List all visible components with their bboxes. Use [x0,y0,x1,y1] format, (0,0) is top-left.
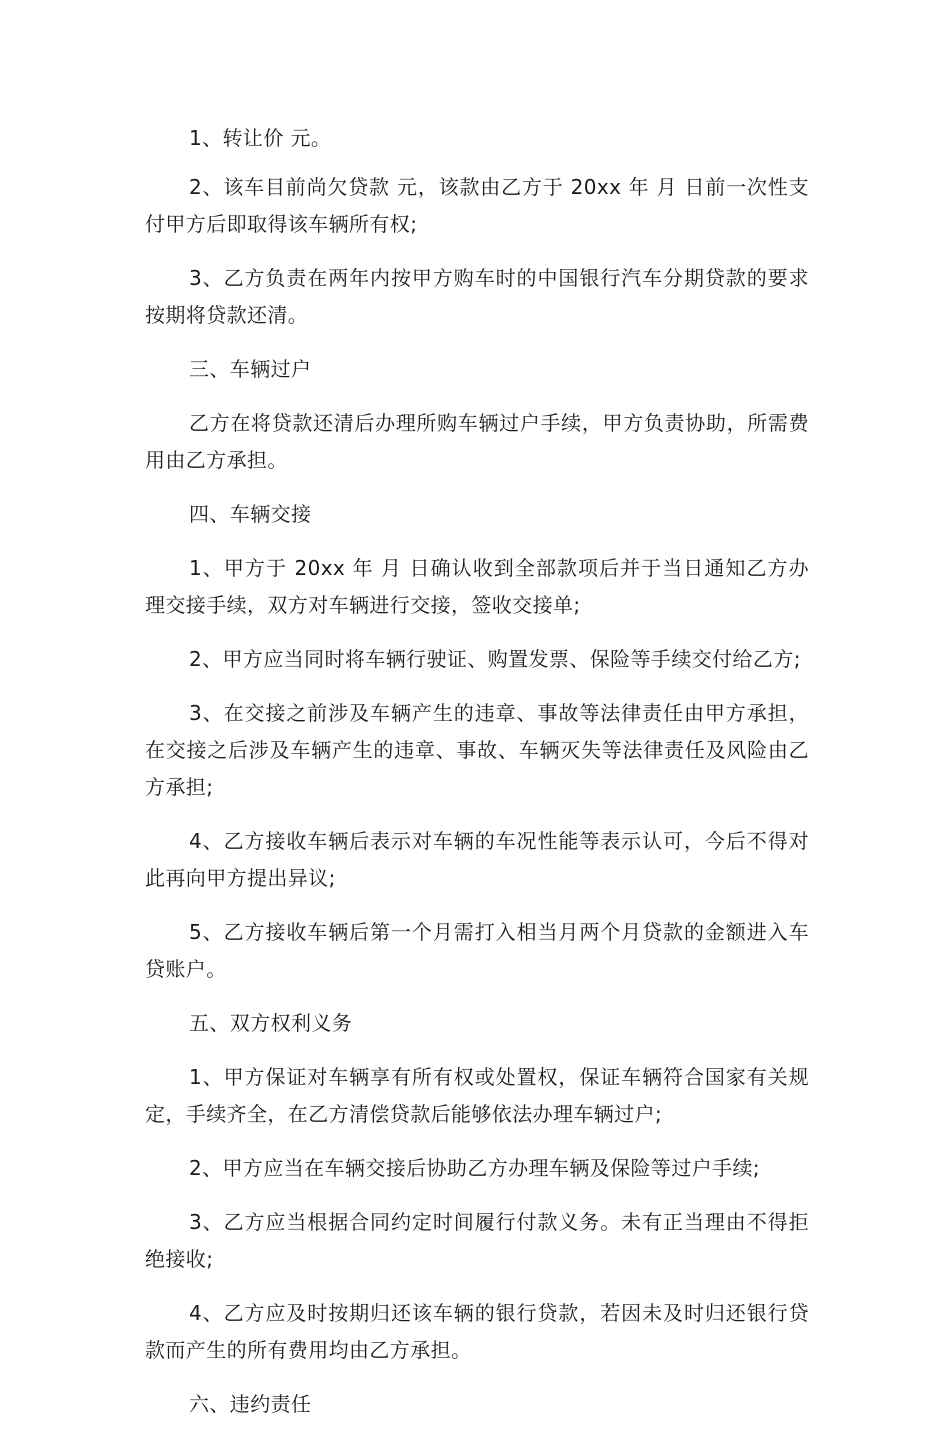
paragraph-price: 1、转让价 元。 [189,126,332,150]
paragraph-rights-1: 1、甲方保证对车辆享有所有权或处置权，保证车辆符合国家有关规定，手续齐全，在乙方清偿贷款后能够依法办理车辆过户; [145,1065,809,1126]
paragraph-transfer: 乙方在将贷款还清后办理所购车辆过户手续，甲方负责协助，所需费用由乙方承担。 [145,411,809,472]
paragraph-rights-3: 3、乙方应当根据合同约定时间履行付款义务。未有正当理由不得拒绝接收; [145,1210,809,1271]
paragraph-handover-3: 3、在交接之前涉及车辆产生的违章、事故等法律责任由甲方承担，在交接之后涉及车辆产生的违章、事故、车辆灭失等法律责任及风险由乙方承担; [145,701,809,799]
paragraph-handover-5: 5、乙方接收车辆后第一个月需打入相当月两个月贷款的金额进入车贷账户。 [145,920,809,981]
section-heading-liability: 六、违约责任 [189,1392,312,1416]
paragraph-handover-4: 4、乙方接收车辆后表示对车辆的车况性能等表示认可，今后不得对此再向甲方提出异议; [145,829,809,890]
section-heading-rights: 五、双方权利义务 [189,1011,353,1035]
section-heading-transfer: 三、车辆过户 [189,357,312,381]
paragraph-handover-2: 2、甲方应当同时将车辆行驶证、购置发票、保险等手续交付给乙方; [189,647,801,671]
paragraph-repayment: 3、乙方负责在两年内按甲方购车时的中国银行汽车分期贷款的要求按期将贷款还清。 [145,266,809,327]
paragraph-rights-4: 4、乙方应及时按期归还该车辆的银行贷款，若因未及时归还银行贷款而产生的所有费用均由乙方承担。 [145,1301,809,1362]
section-heading-handover: 四、车辆交接 [189,502,312,526]
paragraph-loan-balance: 2、该车目前尚欠贷款 元，该款由乙方于 20xx 年 月 日前一次性支付甲方后即取得该车辆所有权; [145,175,809,236]
paragraph-rights-2: 2、甲方应当在车辆交接后协助乙方办理车辆及保险等过户手续; [189,1156,761,1180]
document-body [145,120,809,1440]
paragraph-handover-1: 1、甲方于 20xx 年 月 日确认收到全部款项后并于当日通知乙方办理交接手续，双方对车辆进行交接，签收交接单; [145,556,809,617]
